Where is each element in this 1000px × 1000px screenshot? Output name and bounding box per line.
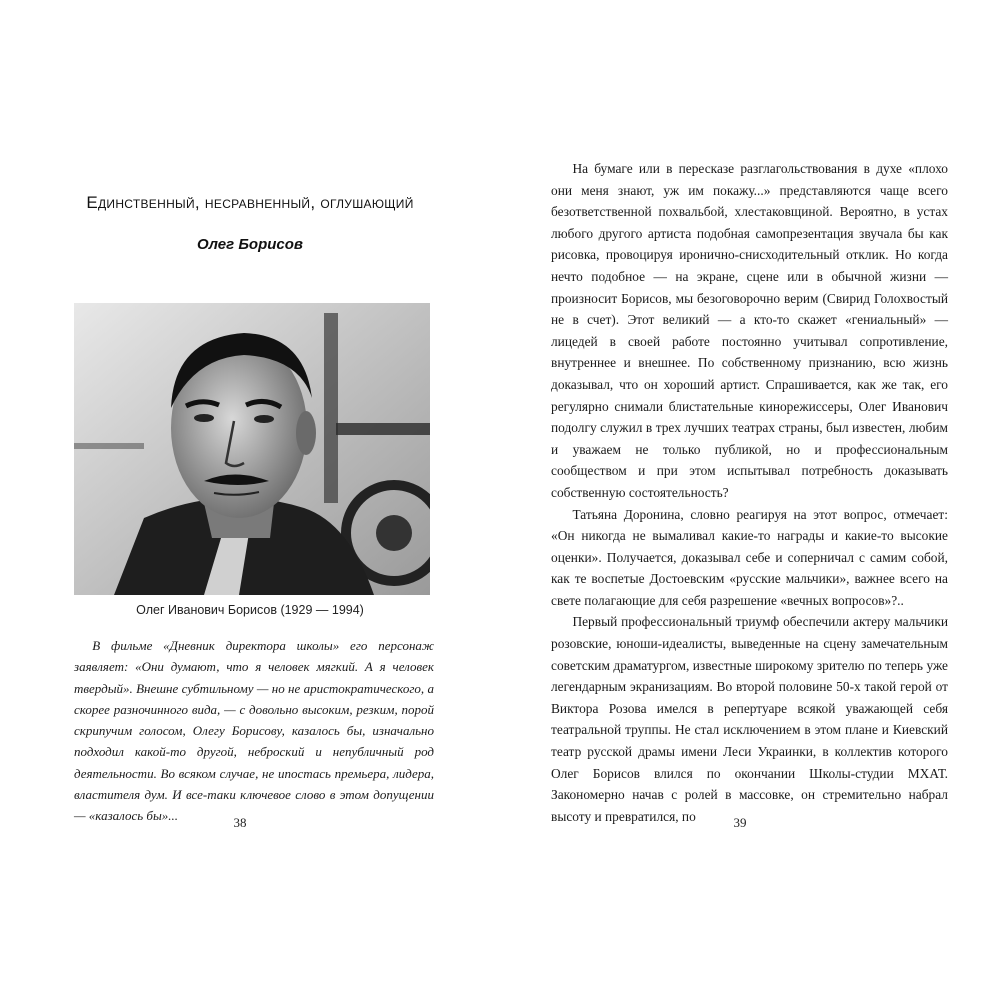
page-number-left: 38 bbox=[233, 815, 247, 830]
chapter-title: Единственный, несравненный, оглушающий bbox=[86, 193, 414, 212]
page-number-right: 39 bbox=[733, 815, 747, 830]
photo-caption: Олег Иванович Борисов (1929 — 1994) bbox=[136, 603, 364, 617]
paragraph: Первый профессиональный триумф обеспечили актеру мальчики розовские, юноши-идеалисты, выведенные на сцену замечательным советским драматургом, известные широкому зрителю по теперь уже легендарным экранизациям. Во второй половине 50-х такой герой от Виктора Розова имелся в репертуаре всякой уважающей себя театральной труппы. Не стал исключением в этом плане и Киевский театр русской драмы имени Леси Украинки, в коллектив которого Олег Борисов влился по окончании Школы-студии МХАТ. Закономерно начав с ролей в массовке, он стремительно набрал высоту и превратился, по bbox=[551, 614, 948, 824]
portrait-photo bbox=[74, 303, 430, 595]
intro-paragraph: В фильме «Дневник директора школы» его персонаж заявляет: «Они думают, что я человек мягкий. А я человек твердый». Внешне субтильному — но не аристократического, а скорее разночинного вида, — с довольно высоким, резким, порой скрипучим голосом, Олегу Борисову, казалось бы, изначально подходил какой-то другой, неброский и непубличный род деятельности. Во всяком случае, не ипостась премьера, лидера, властителя дум. И все-таки ключевое слово в этом допущении — «казалось бы»... bbox=[74, 638, 434, 824]
paragraph: Татьяна Доронина, словно реагируя на этот вопрос, отмечает: «Он никогда не вымаливал какие-то награды и какие-то высокие оценки». Получается, доказывал себе и соперничал с самим собой, как те воспетые Достоевским «русские мальчики», важнее всего на свете полагающие для себя разрешение «вечных вопросов»?.. bbox=[551, 506, 948, 608]
paragraph: На бумаге или в пересказе разглагольствования в духе «плохо они меня знают, уж им покажу...» представляются чаще всего безответственной похвальбой, хлестаковщиной. Вероятно, в устах любого другого артиста подобная самопрезентация звучала бы как рисовка, провоцируя иронично-снисходительный отклик. Но когда нечто подобное — на экране, сцене или в обычной жизни — произносит Борисов, мы безоговорочно верим (Свирид Голохвостый не в счет). Этот великий — а кто-то скажет «гениальный» — лицедей в своей работе постоянно учитывал сопротивление, внутреннее и внешнее. По собственному признанию, всю жизнь доказывал, что он хороший артист. Спрашивается, как же так, его регулярно снимали блистательные кинорежиссеры, Олег Иванович подолгу служил в трех лучших театрах страны, был известен, любим и уважаем не только публикой, но и профессиональным сообществом и при этом испытывал потребность доказывать собственную состоятельность? bbox=[551, 161, 948, 500]
body-text bbox=[551, 158, 948, 827]
chapter-author: Олег Борисов bbox=[197, 236, 303, 253]
right-page bbox=[500, 0, 1000, 1000]
